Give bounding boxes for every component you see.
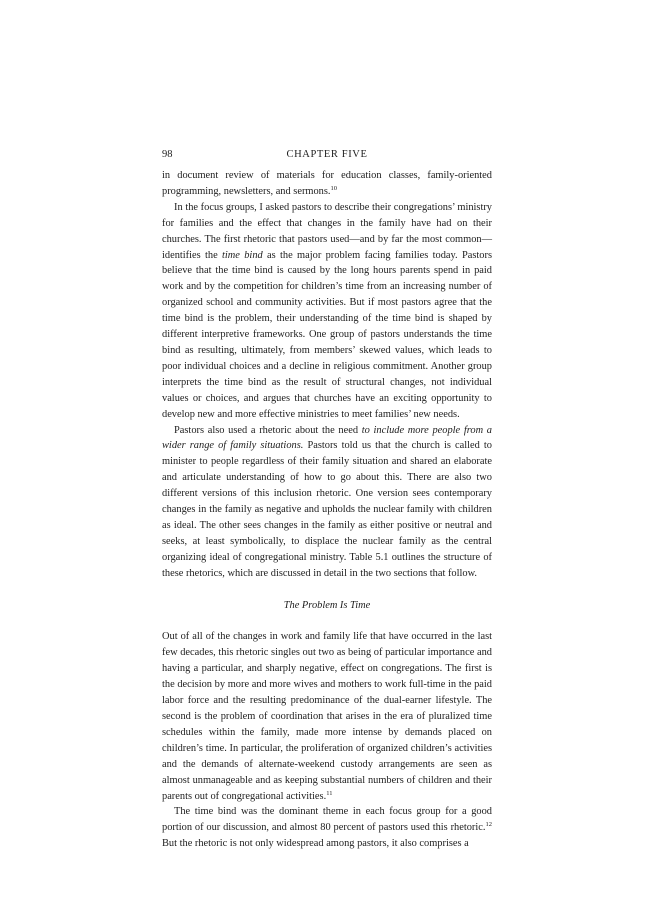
chapter-label: CHAPTER FIVE bbox=[286, 149, 368, 160]
paragraph-text: Pastors told us that the church is called to minister to people regardless of their family situation and shared an elaborate and articulate understanding of how to go about this. There are also two different versions of this inclusion rhetoric. One version sees contemporary changes in the family as negative and upholds the nuclear family with children as ideal. The other sees changes in the family as either positive or neutral and seeks, at least symbolically, to displace the nuclear family as the central organizing ideal of congregational ministry. Table 5.1 outlines the structure of these rhetorics, which are discussed in detail in the two sections that follow. bbox=[162, 440, 492, 579]
paragraph-text: Pastors also used a rhetoric about the need bbox=[174, 424, 362, 436]
paragraph-2 bbox=[162, 200, 492, 423]
footnote-ref: 10 bbox=[330, 184, 338, 192]
paragraph-1 bbox=[162, 168, 492, 200]
emphasis-term: to include more people from a wider range of family situations. bbox=[162, 424, 492, 452]
footnote-ref: 12 bbox=[485, 821, 492, 829]
paragraph-text: The time bind was the dominant theme in each focus group for a good portion of our discussion, and almost 80 percent of pastors used this rhetoric. bbox=[162, 806, 492, 834]
paragraph-text: in document review of materials for education classes, family-oriented programming, newsletters, and sermons. bbox=[162, 170, 492, 197]
page-number: 98 bbox=[162, 149, 173, 160]
body-text bbox=[162, 168, 492, 852]
footnote-ref: 11 bbox=[326, 789, 333, 797]
section-heading: The Problem Is Time bbox=[283, 599, 371, 611]
emphasis-term: time bind bbox=[222, 249, 263, 261]
paragraph-text: In the focus groups, I asked pastors to describe their congregations’ ministry for families and the effect that changes in the family have had on their churches. The first rhetoric that pastors used—and by far the most common—identifies the bbox=[162, 201, 492, 261]
paragraph-5 bbox=[162, 804, 492, 852]
paragraph-text: Out of all of the changes in work and family life that have occurred in the last few decades, this rhetoric singles out two as being of particular importance and having a particular, and sharply negative, effect on congregations. The first is the decision by more and more wives and mothers to work full-time in the paid labor force and the resulting predominance of the dual-earner lifestyle. The second is the problem of coordination that arises in the era of pluralized time schedules within the family, made more intense by demands placed on children’s time. In particular, the proliferation of organized children’s activities and the demands of alternate-weekend custody arrangements are seen as almost unmanageable and as keeping substantial numbers of children and their parents out of congregational activities. bbox=[162, 631, 492, 802]
paragraph-text: But the rhetoric is not only widespread among pastors, it also comprises a bbox=[162, 838, 469, 850]
paragraph-4 bbox=[162, 629, 492, 804]
paragraph-3 bbox=[162, 423, 492, 582]
paragraph-text: as the major problem facing families today. Pastors believe that the time bind is caused by the long hours parents spend in paid work and by the competition for children’s time from an increasing number of organized school and community activities. But if most pastors agree that the time bind is the problem, their understanding of the time bind is shaped by different interpretive frameworks. One group of pastors understands the time bind as resulting, ultimately, from members’ skewed values, which leads to poor individual choices and a decline in religious commitment. Another group interprets the time bind as the result of structural changes, not individual values or choices, and argues that churches have an exciting opportunity to develop new and more effective ministries to meet families’ new needs. bbox=[162, 249, 493, 420]
